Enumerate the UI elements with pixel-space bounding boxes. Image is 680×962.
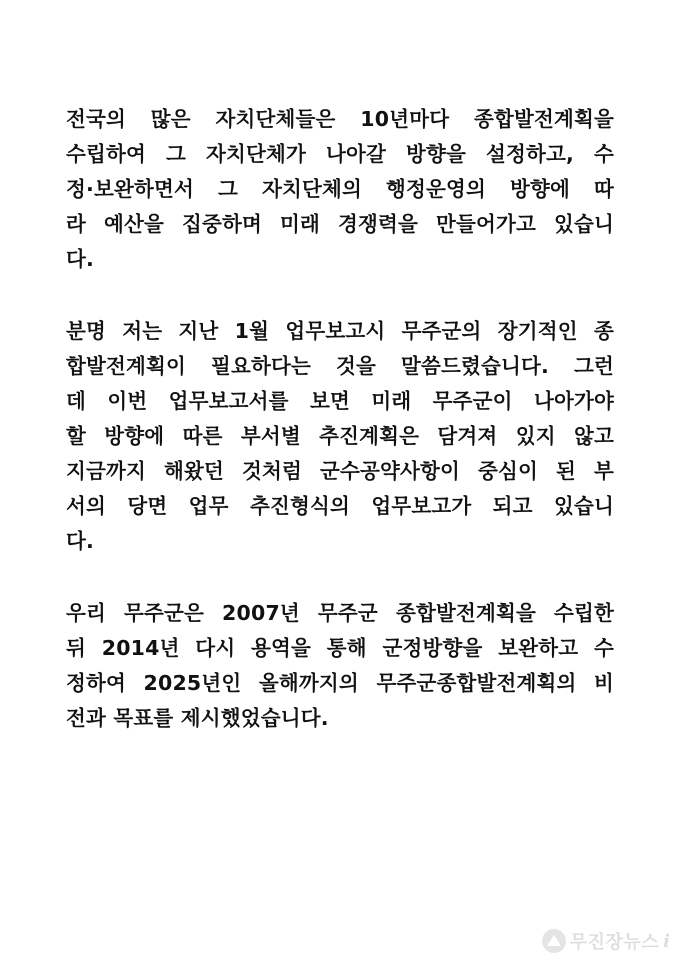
text-line: 전과 목표를 제시했었습니다. [66, 706, 329, 730]
text-line: 다. [66, 529, 94, 553]
text-line: 합발전계획이 필요하다는 것을 말씀드렸습니다. 그런 [66, 354, 614, 378]
text-line: 우리 무주군은 2007년 무주군 종합발전계획을 수립한 [66, 601, 614, 625]
text-line: 데 이번 업무보고서를 보면 미래 무주군이 나아가야 [66, 389, 614, 413]
text-line: 지금까지 해왔던 것처럼 군수공약사항이 중심이 된 부 [66, 459, 614, 483]
text-line: 할 방향에 따른 부서별 추진계획은 담겨져 있지 않고 [66, 424, 614, 448]
text-line: 뒤 2014년 다시 용역을 통해 군정방향을 보완하고 수 [66, 636, 614, 660]
paragraph-3 [66, 596, 614, 736]
mountain-logo-icon [542, 929, 566, 953]
text-line: 분명 저는 지난 1월 업무보고시 무주군의 장기적인 종 [66, 319, 614, 343]
watermark-mark: i [663, 930, 670, 952]
paragraph-1 [66, 102, 614, 277]
text-line: 정하여 2025년인 올해까지의 무주군종합발전계획의 비 [66, 671, 614, 695]
paragraph-2 [66, 314, 614, 559]
watermark-logo [542, 928, 670, 954]
text-line: 정·보완하면서 그 자치단체의 행정운영의 방향에 따 [66, 177, 614, 201]
document-body [66, 102, 614, 736]
text-line: 수립하여 그 자치단체가 나아갈 방향을 설정하고, 수 [66, 142, 614, 166]
text-line: 전국의 많은 자치단체들은 10년마다 종합발전계획을 [66, 107, 614, 131]
text-line: 다. [66, 247, 94, 271]
text-line: 서의 당면 업무 추진형식의 업무보고가 되고 있습니 [66, 494, 614, 518]
text-line: 라 예산을 집중하며 미래 경쟁력을 만들어가고 있습니 [66, 212, 614, 236]
watermark-text: 무진장뉴스 [569, 932, 660, 953]
